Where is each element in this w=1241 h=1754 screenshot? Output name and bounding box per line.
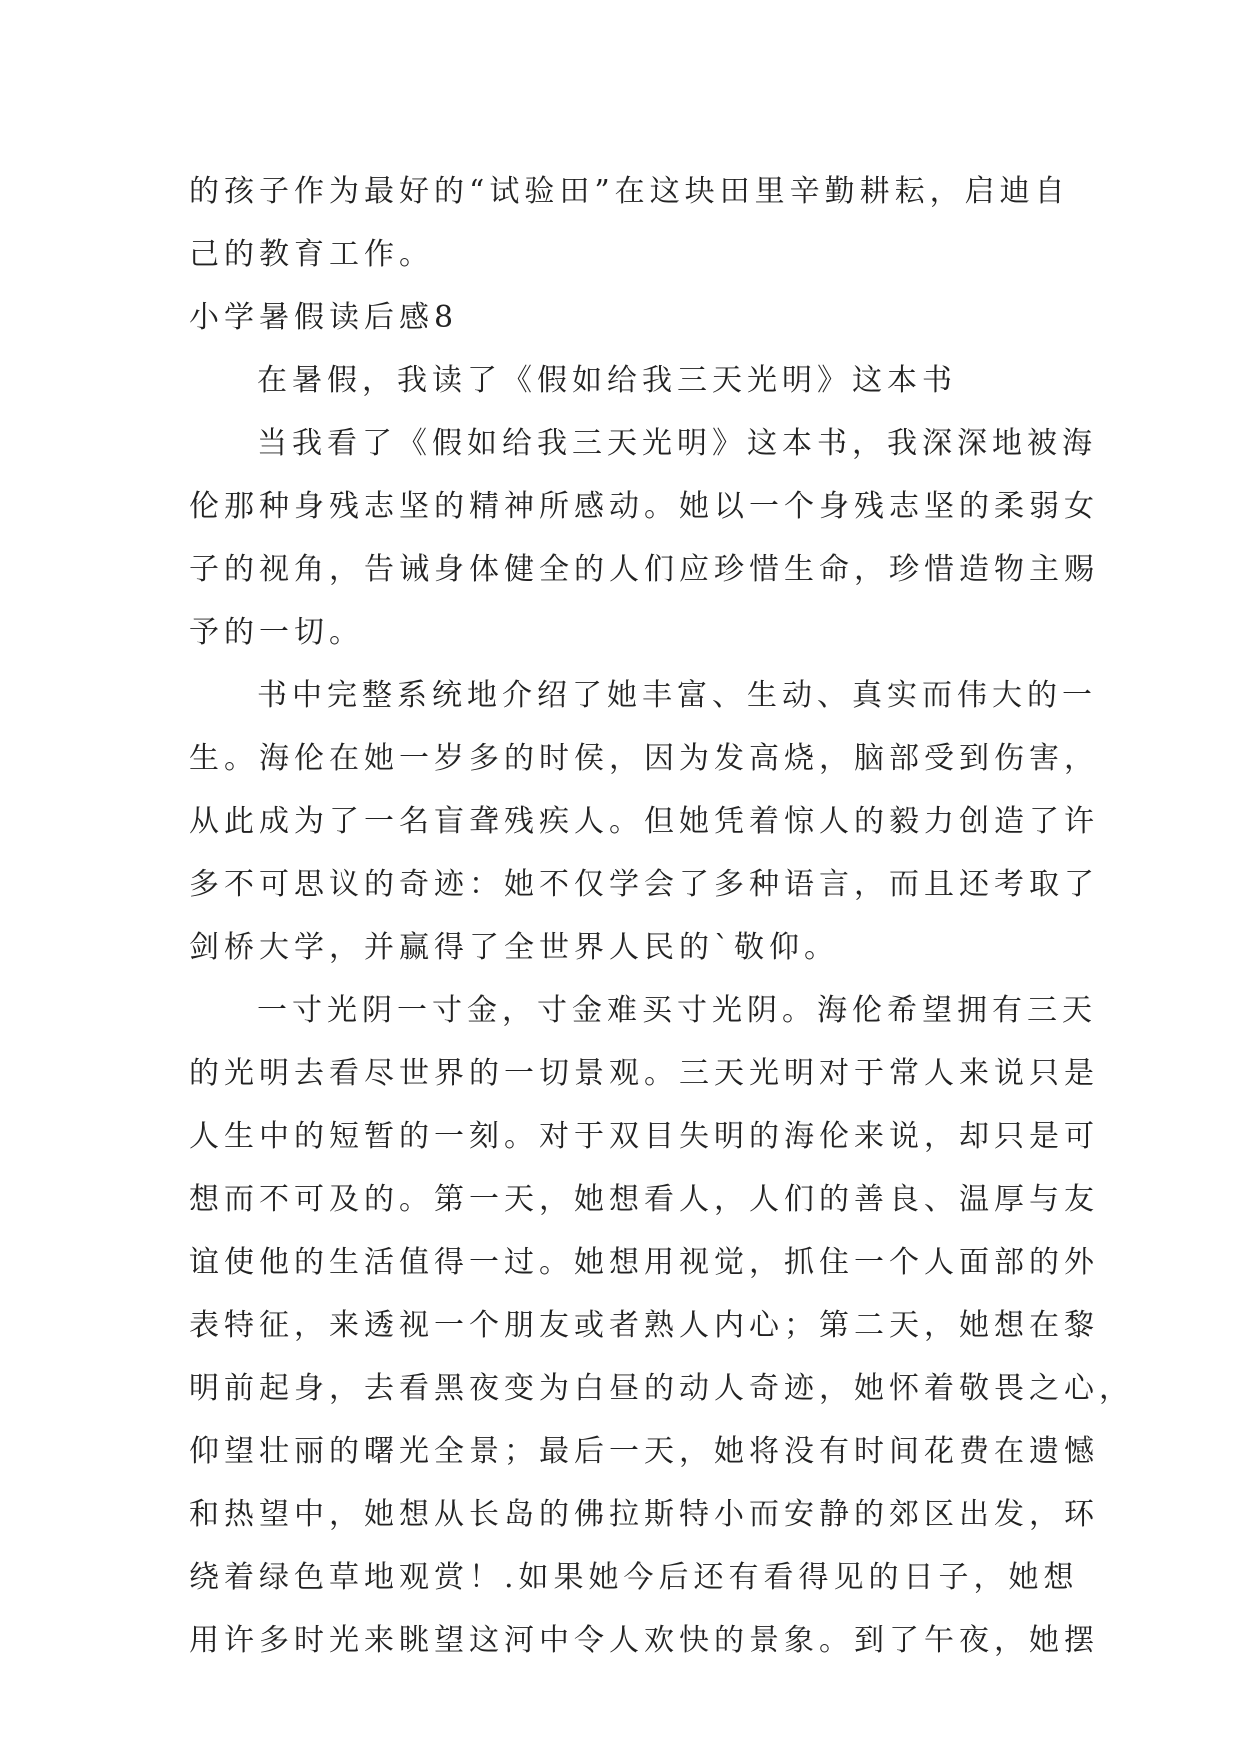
text-line: 一寸光阴一寸金，寸金难买寸光阴。海伦希望拥有三天 [257,993,1097,1028]
text-line: 从此成为了一名盲聋残疾人。但她凭着惊人的毅力创造了许 [189,804,1099,839]
text-line: 绕着绿色草地观赏！.如果她今后还有看得见的日子，她想 [189,1560,1079,1595]
text-line: 的孩子作为最好的“试验田”在这块田里辛勤耕耘，启迪自 [189,174,1070,209]
text-line: 伦那种身残志坚的精神所感动。她以一个身残志坚的柔弱女 [189,489,1099,524]
text-line: 想而不可及的。第一天，她想看人，人们的善良、温厚与友 [189,1182,1099,1217]
text-line: 己的教育工作。 [189,237,434,272]
text-line: 谊使他的生活值得一过。她想用视觉，抓住一个人面部的外 [189,1245,1099,1280]
text-line: 人生中的短暂的一刻。对于双目失明的海伦来说，却只是可 [189,1119,1099,1154]
text-line: 当我看了《假如给我三天光明》这本书，我深深地被海 [257,426,1097,461]
text-line: 的光明去看尽世界的一切景观。三天光明对于常人来说只是 [189,1056,1099,1091]
text-line: 仰望壮丽的曙光全景；最后一天，她将没有时间花费在遗憾 [189,1434,1099,1469]
text-line: 书中完整系统地介绍了她丰富、生动、真实而伟大的一 [257,678,1097,713]
document-body [189,160,1134,1672]
text-line: 剑桥大学，并赢得了全世界人民的`敬仰。 [189,930,839,965]
text-line: 明前起身，去看黑夜变为白昼的动人奇迹，她怀着敬畏之心， [189,1371,1134,1406]
text-line: 予的一切。 [189,615,364,650]
text-line: 生。海伦在她一岁多的时侯，因为发高烧，脑部受到伤害， [189,741,1099,776]
text-line: 小学暑假读后感8 [189,300,459,335]
text-line: 子的视角，告诫身体健全的人们应珍惜生命，珍惜造物主赐 [189,552,1099,587]
text-line: 和热望中，她想从长岛的佛拉斯特小而安静的郊区出发，环 [189,1497,1099,1532]
text-line: 表特征，来透视一个朋友或者熟人内心；第二天，她想在黎 [189,1308,1099,1343]
text-line: 在暑假，我读了《假如给我三天光明》这本书 [257,363,957,398]
text-line: 多不可思议的奇迹：她不仅学会了多种语言，而且还考取了 [189,867,1099,902]
text-line: 用许多时光来眺望这河中令人欢快的景象。到了午夜，她摆 [189,1623,1099,1658]
